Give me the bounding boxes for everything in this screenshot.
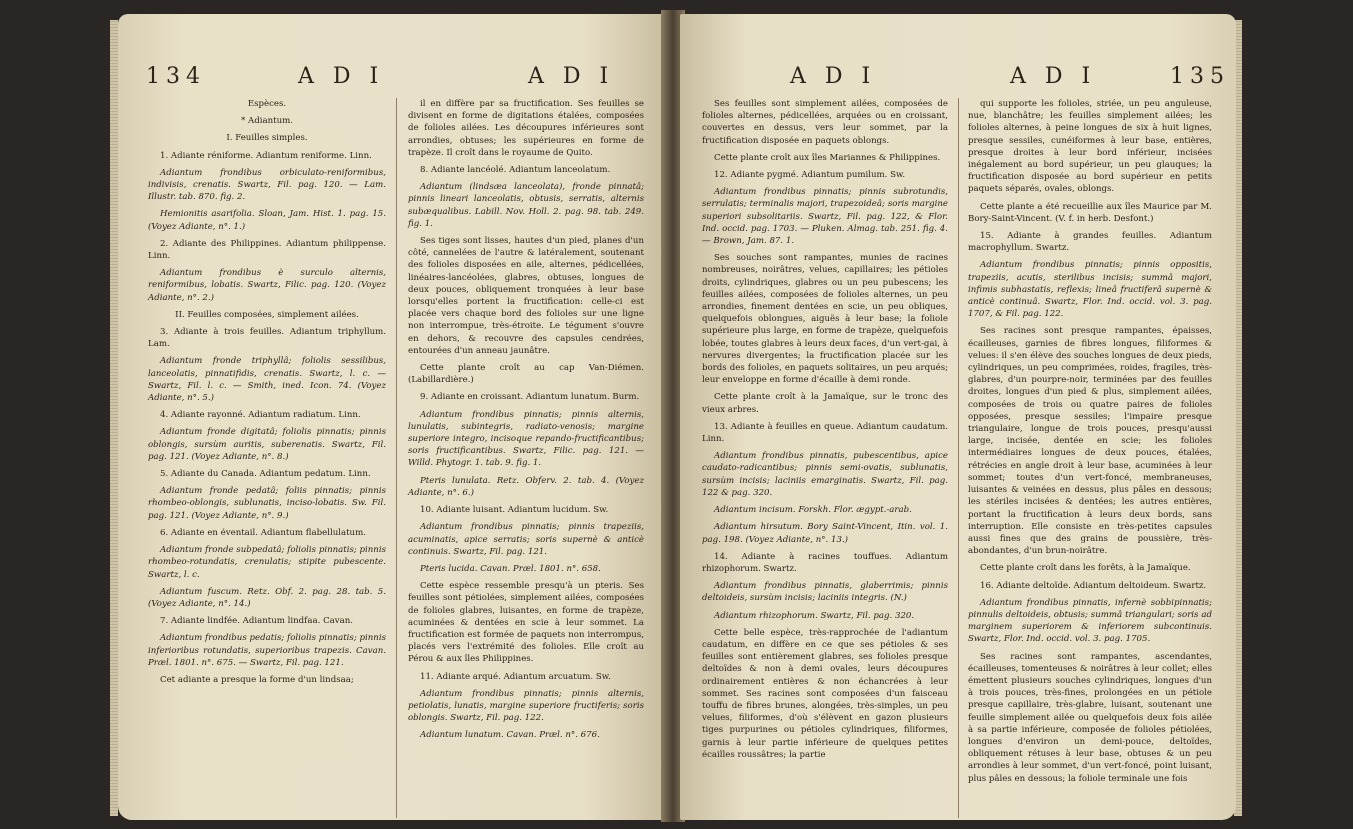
paragraph: Ses racines sont presque rampantes, épaisses, écailleuses, garnies de fibres longues, filiformes & velues: il s'en élève des souches longues de deux pieds, cylindriques, un peu comprimées, roides, fragiles, très-glabres, d'un pourpre-noir, terminées par des feuilles droites, longues d'un pied & plus, simplement ailées, composées de trois ou quatre paires de folioles opposées, presque sessiles; l'impaire presque triangulaire, longue de trois pouces, presqu'aussi large, incisée, dentée en scie; les folioles intermédiaires longues de deux pouces, étalées, rétrécies en angle droit à leur base, acuminées à leur sommet; toutes d'un vert-foncé, membraneuses, luisantes & veinées en dessus, plus pâles en dessous; les stériles incisées & dentées; les autres entières, portant la fructification à leurs deux bords, sans interruption. Elle consiste en très-petites capsules aussi fines que des grains de poussière, très-abondantes, d'un brun-noirâtre. <box>968 326 1212 557</box>
paragraph: Adiantum frondibus è surculo alternis, reniformibus, lobatis. Swartz, Filic. pag. 120. (Voyez Adiante, n°. 2.) <box>148 268 386 303</box>
paragraph: Pteris lucida. Cavan. Præl. 1801. n°. 658. <box>420 563 601 574</box>
paragraph: Cette belle espèce, très-rapprochée de l'adiantum caudatum, en diffère en ce que ses pétioles & ses feuilles sont entièrement glabres, ses folioles presque deltoïdes & non à demi ovales, leurs découpures ordinairement entières & non échancrées à leur sommet. Ses racines sont composées d'un faisceau touffu de fibres brunes, alongées, très-simples, un peu velues, filiformes, d'où s'élèvent en gazon plusieurs tiges purpurines ou pétioles cylindriques, filiformes, garnis à leur partie inférieure de quelques petites écailles roussâtres; la partie <box>702 627 948 760</box>
paragraph: Adiantum (lindsæa lanceolata), fronde pinnatâ; pinnis lineari lanceolatis, obtusis, serratis, alternis subæqualibus. Labill. Nov. Holl. 2. pag. 98. tab. 249. fig. 1. <box>408 182 644 229</box>
paragraph: Adiantum frondibus pedatis; foliolis pinnatis; pinnis inferioribus rotundatis, superioribus trapezis. Cavan. Præl. 1801. n°. 675. — Swartz, Fil. pag. 121. <box>148 633 386 668</box>
paragraph: Cette plante croît à la Jamaïque, sur le tronc des vieux arbres. <box>702 392 948 415</box>
column-rule <box>958 98 959 818</box>
paragraph: 4. Adiante rayonné. Adiantum radiatum. Linn. <box>160 410 361 421</box>
running-title: A D I <box>790 64 877 89</box>
section-heading: I. Feuilles simples. <box>226 133 308 144</box>
section-heading: * Adiantum. <box>240 116 293 127</box>
paragraph: 10. Adiante luisant. Adiantum lucidum. Sw. <box>420 505 609 516</box>
paragraph: 9. Adiante en croissant. Adiantum lunatum. Burm. <box>420 392 640 403</box>
paragraph: Adiantum incisum. Forskh. Flor. ægypt.-arab. <box>714 505 912 516</box>
text-column <box>148 98 386 691</box>
paragraph: Adiantum frondibus pinnatis; pinnis alternis, petiolatis, lunatis, margine superiore fructiferis; soris oblongis. Swartz, Fil. pag. 122. <box>408 688 644 724</box>
running-title: A D I <box>528 64 615 89</box>
text-column <box>408 98 644 747</box>
column-rule <box>396 98 397 818</box>
running-title: A D I <box>1010 64 1097 89</box>
running-head-left <box>118 60 666 96</box>
open-book <box>6 2 1347 824</box>
running-title: A D I <box>298 64 385 89</box>
paragraph: 16. Adiante deltoïde. Adiantum deltoideum. Swartz. <box>980 580 1207 591</box>
paragraph: Cette plante croît dans les forêts, à la Jamaïque. <box>980 563 1191 574</box>
paragraph: Cet adiante a presque la forme d'un lindsaa; <box>160 674 354 685</box>
right-page <box>680 14 1236 820</box>
paragraph: 11. Adiante arqué. Adiantum arcuatum. Sw. <box>420 671 611 682</box>
paragraph: Adiantum frondibus pinnatis, pubescentibus, apice caudato-radicantibus; pinnis semi-ovatis, sublunatis, sursùm incisis; laciniis emarginatis. Swartz, Fil. pag. 122 & pag. 320. <box>702 451 948 498</box>
paragraph: Ses feuilles sont simplement ailées, composées de folioles alternes, pédicellées, arquées ou en croissant, couvertes en dessus, vers leur sommet, par la fructification disposée en paquets oblongs. <box>702 99 948 146</box>
paragraph: qui supporte les folioles, striée, un peu anguleuse, nue, blanchâtre; les feuilles simplement ailées; les folioles alternes, à peine longues de six à huit lignes, presque sessiles, cunéiformes à leur base, entières, presque droites à leur bord inférieur, incisées inégalement au bord supérieur, un peu glauques; la fructification disposée au bord supérieur en petits paquets séparés, ovales, oblongs. <box>968 99 1212 195</box>
paragraph: 5. Adiante du Canada. Adiantum pedatum. Linn. <box>160 469 371 480</box>
paragraph: Adiantum fronde digitatâ; foliolis pinnatis; pinnis oblongis, sursùm auritis, suberenatis. Swartz, Fil. pag. 121. (Voyez Adiante, n°. 8.) <box>148 427 386 462</box>
running-head-right <box>680 60 1236 96</box>
text-column <box>968 98 1212 790</box>
paragraph: 3. Adiante à trois feuilles. Adiantum triphyllum. Lam. <box>148 327 386 350</box>
paragraph: 14. Adiante à racines touffues. Adiantum rhizophorum. Swartz. <box>702 551 948 574</box>
page-edges-left <box>110 20 118 816</box>
paragraph: Adiantum frondibus pinnatis, glaberrimis; pinnis deltoideis, sursùm incisis; laciniis integris. (N.) <box>702 581 948 604</box>
paragraph: Ses racines sont rampantes, ascendantes, écailleuses, tomenteuses & noirâtres à leur collet; elles émettent plusieurs souches cylindriques, longues d'un à trois pouces, très-fines, prolongées en un pétiole presque capillaire, très-glabre, luisant, soutenant une feuille simplement ailée ou quelquefois deux fois ailée à sa partie inférieure, composée de folioles pétiolées, longues d'environ un demi-pouce, deltoïdes, obliquement rétuses à leur base, obtuses & un peu arrondies à leur sommet, d'un vert-foncé, point luisant, plus pâles en dessous; la foliole terminale une fois <box>968 651 1212 784</box>
section-heading: II. Feuilles composées, simplement ailées. <box>175 309 359 320</box>
paragraph: 2. Adiante des Philippines. Adiantum philippense. Linn. <box>148 238 386 262</box>
paragraph: 13. Adiante à feuilles en queue. Adiantum caudatum. Linn. <box>702 421 948 445</box>
paragraph: 8. Adiante lancéolé. Adiantum lanceolatum. <box>420 165 611 176</box>
paragraph: Adiantum hirsutum. Bory Saint-Vincent, Itin. vol. 1. pag. 198. (Voyez Adiante, n°. 13.) <box>702 522 948 545</box>
paragraph: Adiantum fronde triphyllâ; foliolis sessilibus, lanceolatis, pinnatifidis, crenatis. Swartz, l. c. — Swartz, Fil. l. c. — Smith, ined. Icon. 74. (Voyez Adiante, n°. 5.) <box>148 356 386 404</box>
paragraph: 7. Adiante lindfée. Adiantum lindfaa. Cavan. <box>160 616 354 627</box>
paragraph: Adiantum frondibus pinnatis; pinnis subrotundis, serrulatis; terminalis majori, trapezoideâ; soris margine superiori subsolitariis. Swartz, Fil. pag. 122, & Flor. Ind. occid. pag. 1703. — Pluken. Almag. tab. 251. fig. 4. — Brown, Jam. 87. 1. <box>702 187 948 247</box>
paragraph: Cette plante a été recueillie aux îles Maurice par M. Bory-Saint-Vincent. (V. f. in herb. Desfont.) <box>968 201 1212 224</box>
paragraph: Cette espèce ressemble presqu'à un pteris. Ses feuilles sont pétiolées, simplement ailées, composées de folioles glabres, luisantes, en forme de trapèze, acuminées & dentées en scie à leur sommet. La fructification est formée de paquets non interrompus, placés vers l'extrémité des folioles. Elle croît au Pérou & aux îles Philippines. <box>408 581 644 665</box>
section-heading: Espèces. <box>247 99 287 109</box>
paragraph: Adiantum frondibus orbiculato-reniformibus, indivisis, crenatis. Swartz, Fil. pag. 120. — Lam. Illustr. tab. 870. fig. 2. <box>148 167 386 203</box>
paragraph: Cette plante croît au cap Van-Diémen. (Labillardière.) <box>408 363 644 386</box>
paragraph: Adiantum fuscum. Retz. Obf. 2. pag. 28. tab. 5. (Voyez Adiante, n°. 14.) <box>148 586 386 609</box>
paragraph: il en diffère par sa fructification. Ses feuilles se divisent en forme de digitations étalées, composées de folioles ailées. Les découpures inférieures sont arrondies, obtuses; les supérieures en forme de trapèze. Il croît dans le royaume de Quito. <box>408 99 644 158</box>
paragraph: Adiantum rhizophorum. Swartz, Fil. pag. 320. <box>714 610 915 621</box>
paragraph: Hemionitis asarifolia. Sloan, Jam. Hist. 1. pag. 15. (Voyez Adiante, n°. 1.) <box>148 209 386 232</box>
paragraph: 15. Adiante à grandes feuilles. Adiantum macrophyllum. Swartz. <box>968 231 1212 254</box>
paragraph: Adiantum frondibus pinnatis; pinnis trapeziis, acuminatis, apice serratis; soris supernè & anticè continuis. Swartz, Fil. pag. 121. <box>408 522 644 557</box>
paragraph: Adiantum lunatum. Cavan. Præl. n°. 676. <box>420 730 600 741</box>
paragraph: 1. Adiante réniforme. Adiantum reniforme. Linn. <box>160 150 372 161</box>
paragraph: Adiantum fronde pedatâ; foliis pinnatis; pinnis rhombeo-oblongis, sublunatis, inciso-lobatis. Sw. Fil. pag. 121. (Voyez Adiante, n°. 9.) <box>148 486 386 521</box>
paragraph: Ses souches sont rampantes, munies de racines nombreuses, noirâtres, velues, capillaires; les pétioles droits, cylindriques, glabres ou un peu pubescens; les feuilles ailées, composées de folioles alternes, un peu arrondies, finement dentées en scie, un peu obliques, quelquefois oblongues, aiguës à leur base; la foliole supérieure plus large, en forme de trapèze, quelquefois lobée, toutes glabres à leurs deux faces, d'un vert-gai, à nervures divergentes; la fructification placée sur les bords des folioles, en paquets solitaires, un peu arqués; leur enveloppe en forme d'écaille à demi ronde. <box>702 253 948 386</box>
page-number: 135 <box>1170 64 1230 89</box>
paragraph: Adiantum fronde subpedatâ; foliolis pinnatis; pinnis rhombeo-rotundatis, crenulatis; stipite pubescente. Swartz, l. c. <box>148 545 386 580</box>
paragraph: Adiantum frondibus pinnatis; pinnis alternis, lunulatis, subintegris, radiato-venosis; margine superiore integro, incisoque repando-fructificantibus; soris fructificantibus. Swartz, Filic. pag. 121. — Willd. Phytogr. 1. tab. 9. fig. 1. <box>408 409 644 469</box>
paragraph: 12. Adiante pygmé. Adiantum pumilum. Sw. <box>714 170 906 181</box>
paragraph: Pteris lunulata. Retz. Obferv. 2. tab. 4. (Voyez Adiante, n°. 6.) <box>408 475 644 498</box>
page-number: 134 <box>146 64 206 89</box>
paragraph: Ses tiges sont lisses, hautes d'un pied, planes d'un côté, cannelées de l'autre & latéralement, soutenant des folioles disposées en aile, alternes, pédicellées, linéaires-lancéolées, glabres, obtuses, longues de deux pouces, obliquement tronquées à leur base lorsqu'elles portent la fructification: celle-ci est placée vers chaque bord des folioles sur une ligne non interrompue, très-étroite. Le tégument s'ouvre en dehors, & recouvre des capsules cendrées, entourées d'un anneau jaunâtre. <box>408 236 644 356</box>
paragraph: Adiantum frondibus pinnatis; pinnis oppositis, trapeziis, acutis, sterilibus incisis; summâ majori, infimis subhastatis, reflexis; lineâ fructiferâ supernè & anticè continuâ. Swartz, Flor. Ind. occid. vol. 3. pag. 1707, & Fil. pag. 122. <box>968 260 1212 320</box>
paragraph: Cette plante croît aux îles Mariannes & Philippines. <box>714 152 941 163</box>
left-page <box>118 14 666 820</box>
text-column <box>702 98 948 766</box>
paragraph: Adiantum frondibus pinnatis, infernè sobbipinnatis; pinnulis deltoideis, obtusis; summâ triangulari; soris ad marginem superiorem & inferiorem subcontinuis. Swartz, Flor. Ind. occid. vol. 3. pag. 1705. <box>968 597 1212 645</box>
paragraph: 6. Adiante en éventail. Adiantum flabellulatum. <box>160 527 366 538</box>
